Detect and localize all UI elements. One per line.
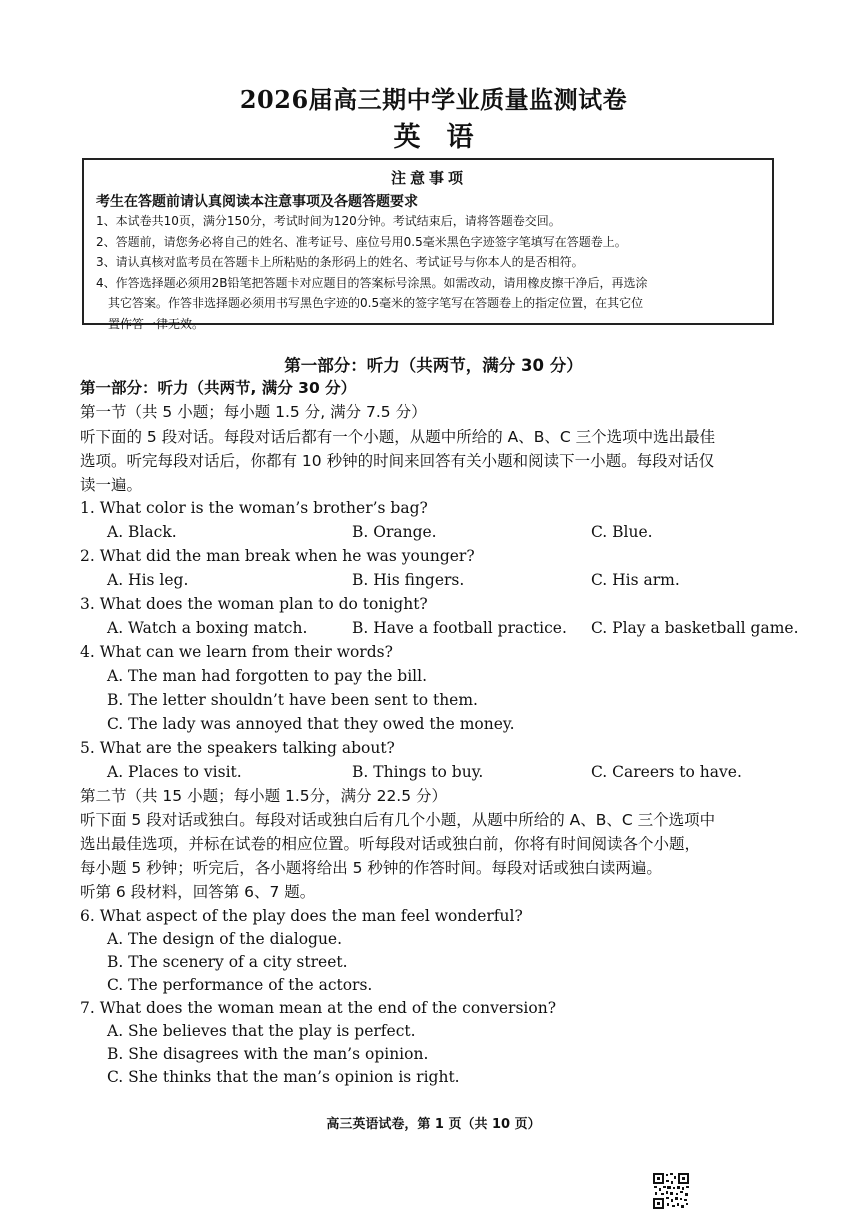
notice-subtitle: 考生在答题前请认真阅读本注意事项及各题答题要求 <box>96 194 418 210</box>
option-b: B. His fingers. <box>352 571 465 589</box>
option-b: B. Orange. <box>352 523 437 541</box>
part1-heading: 第一部分：听力（共两节，满分 30 分） <box>284 356 583 375</box>
option-c: C. The lady was annoyed that they owed the money. <box>107 715 515 733</box>
question-2: 2. What did the man break when he was younger? <box>80 547 475 565</box>
notice-item: 2、答题前，请您务必将自己的姓名、准考证号、座位号用0.5毫米黑色字迹签字笔填写在答题卷上。 <box>96 234 627 249</box>
section1-instruction: 读一遍。 <box>80 476 143 494</box>
option-c: C. Careers to have. <box>591 763 742 781</box>
section2-instruction: 选出最佳选项，并标在试卷的相应位置。听每段对话或独白前，你将有时间阅读各个小题， <box>80 835 701 853</box>
question-6: 6. What aspect of the play does the man feel wonderful? <box>80 907 523 925</box>
qr-code-icon <box>652 1172 690 1210</box>
option-c: C. Blue. <box>591 523 653 541</box>
option-c: C. She thinks that the man’s opinion is right. <box>107 1068 460 1086</box>
notice-item: 3、请认真核对监考员在答题卡上所粘贴的条形码上的姓名、考试证号与你本人的是否相符。 <box>96 255 584 269</box>
section1-instruction: 听下面的 5 段对话。每段对话后都有一个小题，从题中所给的 A、B、C 三个选项中选出最佳 <box>80 428 716 446</box>
exam-title: 2026届高三期中学业质量监测试卷 <box>239 85 628 114</box>
question-1: 1. What color is the woman’s brother’s bag? <box>80 499 428 517</box>
option-a: A. His leg. <box>107 571 189 589</box>
option-a: A. She believes that the play is perfect. <box>107 1022 416 1040</box>
section2-title: 第二节（共 15 小题；每小题 1.5分，满分 22.5 分） <box>80 787 448 805</box>
question-7: 7. What does the woman mean at the end of the conversion? <box>80 999 557 1017</box>
option-b: B. Have a football practice. <box>352 619 567 637</box>
option-a: A. Black. <box>107 523 177 541</box>
notice-item: 1、本试卷共10页，满分150分，考试时间为120分钟。考试结束后，请将答题卷交回。 <box>96 214 561 228</box>
option-a: A. Places to visit. <box>107 763 242 781</box>
notice-box <box>82 158 774 331</box>
question-3: 3. What does the woman plan to do tonight? <box>80 595 428 613</box>
notice-item-cont1: 其它答案。作答非选择题必须用书写黑色字迹的0.5毫米的签字笔写在答题卷上的指定位置，在其它位 <box>108 296 644 310</box>
notice-title: 注意事项 <box>390 169 467 187</box>
option-b: B. The letter shouldn’t have been sent to them. <box>107 691 478 709</box>
material-note: 听第 6 段材料，回答第 6、7 题。 <box>80 883 316 901</box>
option-b: B. The scenery of a city street. <box>107 953 348 971</box>
section2-instruction: 听下面 5 段对话或独白。每段对话或独白后有几个小题，从题中所给的 A、B、C 三个选项中 <box>80 811 716 829</box>
notice-item-continuation <box>96 293 762 314</box>
notice-item-cont2: 置作答一律无效。 <box>108 316 205 331</box>
subject-title: 英语 <box>393 122 500 153</box>
section2-instruction: 每小题 5 秒钟；听完后，各小题将给出 5 秒钟的作答时间。每段对话或独白读两遍。 <box>80 859 662 877</box>
option-a: A. The man had forgotten to pay the bill. <box>107 667 428 685</box>
question-4: 4. What can we learn from their words? <box>80 643 393 661</box>
section1-title: 第一节（共 5 小题；每小题 1.5 分, 满分 7.5 分） <box>80 403 427 421</box>
option-b: B. She disagrees with the man’s opinion. <box>107 1045 429 1063</box>
option-c: C. Play a basketball game. <box>591 619 799 637</box>
section1-instruction: 选项。听完每段对话后，你都有 10 秒钟的时间来回答有关小题和阅读下一小题。每段对话仅 <box>80 452 715 470</box>
notice-item-continuation <box>96 314 762 335</box>
page-footer: 高三英语试卷，第 1 页（共 10 页） <box>326 1117 541 1132</box>
option-a: A. Watch a boxing match. <box>107 619 308 637</box>
part1-heading-repeat: 第一部分：听力（共两节, 满分 30 分） <box>80 379 357 397</box>
option-c: C. His arm. <box>591 571 680 589</box>
option-b: B. Things to buy. <box>352 763 484 781</box>
question-5: 5. What are the speakers talking about? <box>80 739 395 757</box>
notice-item: 4、作答选择题必须用2B铅笔把答题卡对应题目的答案标号涂黑。如需改动，请用橡皮擦干净后，再选涂 <box>96 275 648 290</box>
option-a: A. The design of the dialogue. <box>107 930 343 948</box>
option-c: C. The performance of the actors. <box>107 976 373 994</box>
